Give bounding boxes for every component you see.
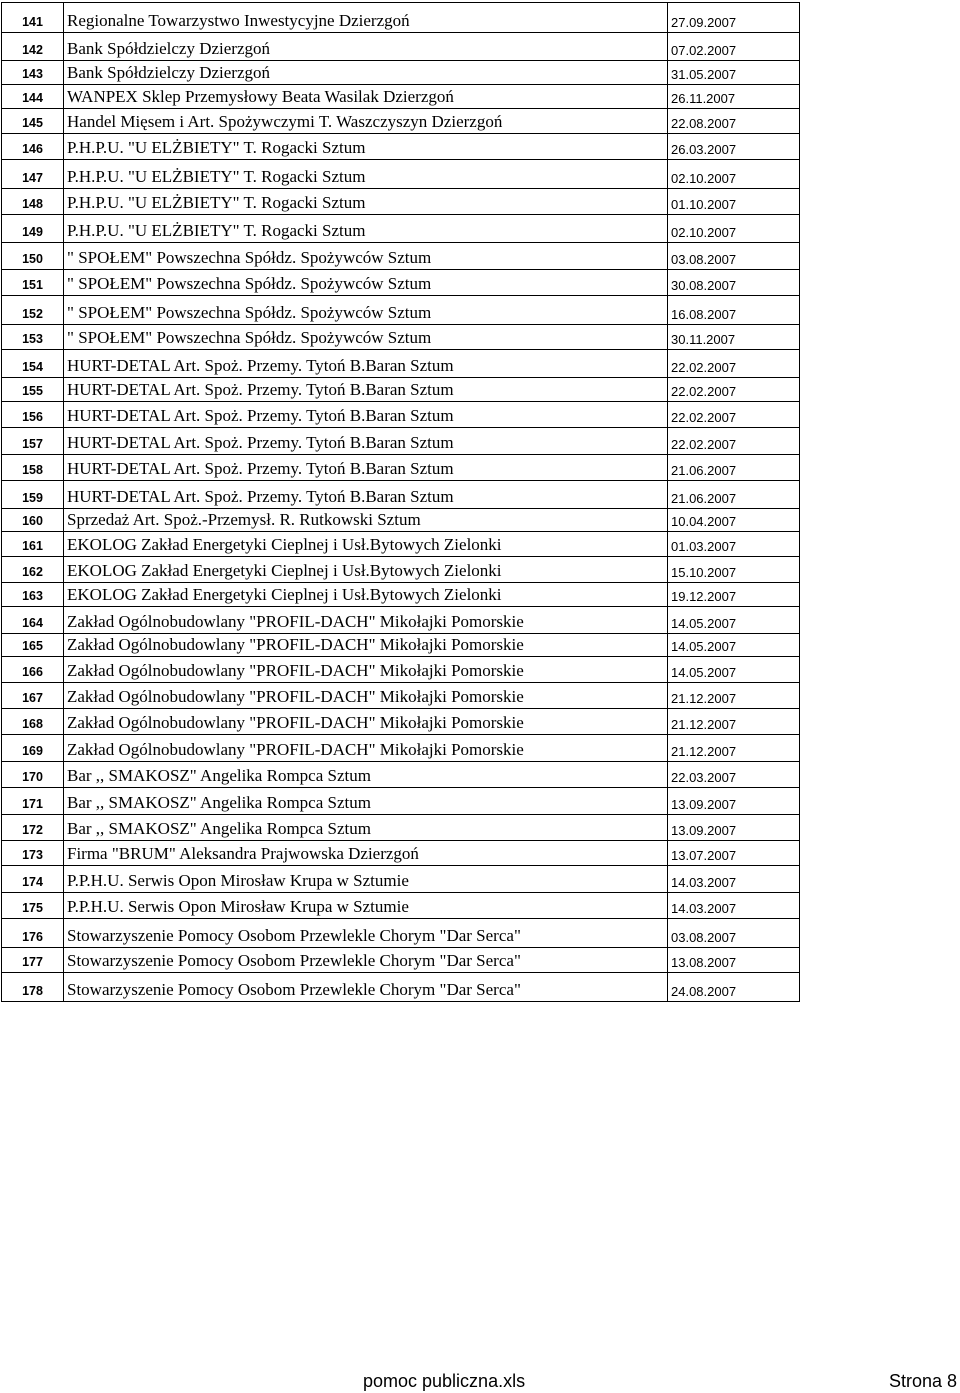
row-date: 26.11.2007 <box>668 85 800 109</box>
row-date: 13.09.2007 <box>668 815 800 841</box>
table-row <box>2 683 800 709</box>
row-name: HURT-DETAL Art. Spoż. Przemy. Tytoń B.Baran Sztum <box>64 428 668 455</box>
table-row <box>2 215 800 243</box>
row-number: 143 <box>2 61 64 85</box>
row-date: 03.08.2007 <box>668 919 800 948</box>
row-number: 168 <box>2 709 64 735</box>
row-date: 01.03.2007 <box>668 532 800 557</box>
row-date: 01.10.2007 <box>668 189 800 215</box>
table-row <box>2 33 800 61</box>
table-row <box>2 134 800 160</box>
row-name: Stowarzyszenie Pomocy Osobom Przewlekle Chorym "Dar Serca" <box>64 948 668 973</box>
row-number: 149 <box>2 215 64 243</box>
row-name: Bank Spółdzielczy Dzierzgoń <box>64 33 668 61</box>
row-name: WANPEX Sklep Przemysłowy Beata Wasilak Dzierzgoń <box>64 85 668 109</box>
row-name: P.P.H.U. Serwis Opon Mirosław Krupa w Sztumie <box>64 866 668 893</box>
row-date: 22.02.2007 <box>668 428 800 455</box>
row-date: 13.08.2007 <box>668 948 800 973</box>
row-name: Bar ,, SMAKOSZ" Angelika Rompca Sztum <box>64 762 668 788</box>
table-row <box>2 160 800 189</box>
row-number: 155 <box>2 378 64 402</box>
row-name: Stowarzyszenie Pomocy Osobom Przewlekle Chorym "Dar Serca" <box>64 919 668 948</box>
row-name: EKOLOG Zakład Energetyki Cieplnej i Usł.Bytowych Zielonki <box>64 532 668 557</box>
row-number: 160 <box>2 509 64 532</box>
row-date: 13.09.2007 <box>668 788 800 815</box>
row-date: 16.08.2007 <box>668 296 800 325</box>
row-date: 22.03.2007 <box>668 762 800 788</box>
row-name: " SPOŁEM" Powszechna Spółdz. Spożywców Sztum <box>64 325 668 350</box>
row-name: Zakład Ogólnobudowlany "PROFIL-DACH" Mikołajki Pomorskie <box>64 657 668 683</box>
row-date: 19.12.2007 <box>668 583 800 607</box>
table-row <box>2 296 800 325</box>
table-row <box>2 109 800 134</box>
table-row <box>2 735 800 762</box>
row-name: HURT-DETAL Art. Spoż. Przemy. Tytoń B.Baran Sztum <box>64 481 668 509</box>
row-name: EKOLOG Zakład Energetyki Cieplnej i Usł.Bytowych Zielonki <box>64 557 668 583</box>
row-name: P.H.P.U. "U ELŻBIETY" T. Rogacki Sztum <box>64 160 668 189</box>
row-date: 21.06.2007 <box>668 481 800 509</box>
row-name: Firma "BRUM" Aleksandra Prajwowska Dzierzgoń <box>64 841 668 866</box>
row-date: 24.08.2007 <box>668 973 800 1002</box>
row-number: 162 <box>2 557 64 583</box>
row-number: 144 <box>2 85 64 109</box>
records-table <box>1 2 800 1002</box>
row-date: 14.05.2007 <box>668 657 800 683</box>
row-number: 142 <box>2 33 64 61</box>
row-name: P.H.P.U. "U ELŻBIETY" T. Rogacki Sztum <box>64 215 668 243</box>
table-row <box>2 557 800 583</box>
table-row <box>2 634 800 657</box>
row-number: 152 <box>2 296 64 325</box>
row-number: 141 <box>2 3 64 33</box>
row-name: Bar ,, SMAKOSZ" Angelika Rompca Sztum <box>64 788 668 815</box>
row-number: 165 <box>2 634 64 657</box>
row-number: 169 <box>2 735 64 762</box>
row-number: 157 <box>2 428 64 455</box>
table-row <box>2 657 800 683</box>
row-name: Zakład Ogólnobudowlany "PROFIL-DACH" Mikołajki Pomorskie <box>64 607 668 634</box>
table-row <box>2 61 800 85</box>
table-row <box>2 815 800 841</box>
row-number: 170 <box>2 762 64 788</box>
row-name: Zakład Ogólnobudowlany "PROFIL-DACH" Mikołajki Pomorskie <box>64 683 668 709</box>
row-date: 14.03.2007 <box>668 866 800 893</box>
row-date: 22.02.2007 <box>668 378 800 402</box>
table-row <box>2 402 800 428</box>
table-row <box>2 709 800 735</box>
table-row <box>2 866 800 893</box>
row-number: 156 <box>2 402 64 428</box>
row-date: 14.05.2007 <box>668 634 800 657</box>
row-name: HURT-DETAL Art. Spoż. Przemy. Tytoń B.Baran Sztum <box>64 402 668 428</box>
row-name: Regionalne Towarzystwo Inwestycyjne Dzierzgoń <box>64 3 668 33</box>
row-date: 22.08.2007 <box>668 109 800 134</box>
row-date: 26.03.2007 <box>668 134 800 160</box>
footer-page-number: Strona 8 <box>888 1371 957 1391</box>
table-row <box>2 85 800 109</box>
table-row <box>2 270 800 296</box>
table-row <box>2 428 800 455</box>
row-date: 21.12.2007 <box>668 735 800 762</box>
row-date: 07.02.2007 <box>668 33 800 61</box>
row-number: 148 <box>2 189 64 215</box>
row-date: 13.07.2007 <box>668 841 800 866</box>
row-number: 176 <box>2 919 64 948</box>
row-number: 159 <box>2 481 64 509</box>
row-name: HURT-DETAL Art. Spoż. Przemy. Tytoń B.Baran Sztum <box>64 378 668 402</box>
table-row <box>2 973 800 1002</box>
row-date: 31.05.2007 <box>668 61 800 85</box>
table-row <box>2 378 800 402</box>
row-number: 178 <box>2 973 64 1002</box>
row-name: " SPOŁEM" Powszechna Spółdz. Spożywców Sztum <box>64 270 668 296</box>
row-name: " SPOŁEM" Powszechna Spółdz. Spożywców Sztum <box>64 243 668 270</box>
row-name: P.H.P.U. "U ELŻBIETY" T. Rogacki Sztum <box>64 134 668 160</box>
row-name: Bar ,, SMAKOSZ" Angelika Rompca Sztum <box>64 815 668 841</box>
table-row <box>2 481 800 509</box>
row-name: Stowarzyszenie Pomocy Osobom Przewlekle Chorym "Dar Serca" <box>64 973 668 1002</box>
table-row <box>2 583 800 607</box>
table-row <box>2 189 800 215</box>
row-date: 21.06.2007 <box>668 455 800 481</box>
table-row <box>2 788 800 815</box>
row-number: 145 <box>2 109 64 134</box>
row-date: 14.05.2007 <box>668 607 800 634</box>
row-date: 02.10.2007 <box>668 160 800 189</box>
table-row <box>2 919 800 948</box>
row-number: 147 <box>2 160 64 189</box>
table-row <box>2 509 800 532</box>
row-name: EKOLOG Zakład Energetyki Cieplnej i Usł.Bytowych Zielonki <box>64 583 668 607</box>
row-date: 21.12.2007 <box>668 683 800 709</box>
row-date: 30.11.2007 <box>668 325 800 350</box>
row-name: HURT-DETAL Art. Spoż. Przemy. Tytoń B.Baran Sztum <box>64 455 668 481</box>
row-number: 150 <box>2 243 64 270</box>
row-number: 163 <box>2 583 64 607</box>
row-number: 173 <box>2 841 64 866</box>
table-row <box>2 762 800 788</box>
table-row <box>2 532 800 557</box>
row-date: 22.02.2007 <box>668 402 800 428</box>
row-number: 158 <box>2 455 64 481</box>
table-row <box>2 893 800 919</box>
row-number: 153 <box>2 325 64 350</box>
row-date: 14.03.2007 <box>668 893 800 919</box>
row-date: 30.08.2007 <box>668 270 800 296</box>
row-number: 175 <box>2 893 64 919</box>
row-number: 174 <box>2 866 64 893</box>
row-number: 167 <box>2 683 64 709</box>
row-name: Zakład Ogólnobudowlany "PROFIL-DACH" Mikołajki Pomorskie <box>64 735 668 762</box>
table-row <box>2 325 800 350</box>
row-number: 171 <box>2 788 64 815</box>
footer-file-name: pomoc publiczna.xls <box>363 1371 526 1391</box>
row-date: 02.10.2007 <box>668 215 800 243</box>
row-name: Sprzedaż Art. Spoż.-Przemysł. R. Rutkowski Sztum <box>64 509 668 532</box>
row-name: Bank Spółdzielczy Dzierzgoń <box>64 61 668 85</box>
row-number: 161 <box>2 532 64 557</box>
row-name: Handel Mięsem i Art. Spożywczymi T. Waszczyszyn Dzierzgoń <box>64 109 668 134</box>
row-name: " SPOŁEM" Powszechna Spółdz. Spożywców Sztum <box>64 296 668 325</box>
row-name: P.H.P.U. "U ELŻBIETY" T. Rogacki Sztum <box>64 189 668 215</box>
row-date: 27.09.2007 <box>668 3 800 33</box>
row-date: 03.08.2007 <box>668 243 800 270</box>
table-row <box>2 455 800 481</box>
row-date: 10.04.2007 <box>668 509 800 532</box>
row-name: Zakład Ogólnobudowlany "PROFIL-DACH" Mikołajki Pomorskie <box>64 634 668 657</box>
row-name: P.P.H.U. Serwis Opon Mirosław Krupa w Sztumie <box>64 893 668 919</box>
table-row <box>2 948 800 973</box>
row-number: 154 <box>2 350 64 378</box>
row-name: Zakład Ogólnobudowlany "PROFIL-DACH" Mikołajki Pomorskie <box>64 709 668 735</box>
row-number: 146 <box>2 134 64 160</box>
table-row <box>2 607 800 634</box>
row-number: 166 <box>2 657 64 683</box>
row-name: HURT-DETAL Art. Spoż. Przemy. Tytoń B.Baran Sztum <box>64 350 668 378</box>
records-table-body <box>2 3 800 1002</box>
row-number: 164 <box>2 607 64 634</box>
row-number: 172 <box>2 815 64 841</box>
row-number: 177 <box>2 948 64 973</box>
table-row <box>2 3 800 33</box>
table-row <box>2 350 800 378</box>
row-date: 15.10.2007 <box>668 557 800 583</box>
row-date: 21.12.2007 <box>668 709 800 735</box>
table-row <box>2 243 800 270</box>
row-number: 151 <box>2 270 64 296</box>
row-date: 22.02.2007 <box>668 350 800 378</box>
table-row <box>2 841 800 866</box>
